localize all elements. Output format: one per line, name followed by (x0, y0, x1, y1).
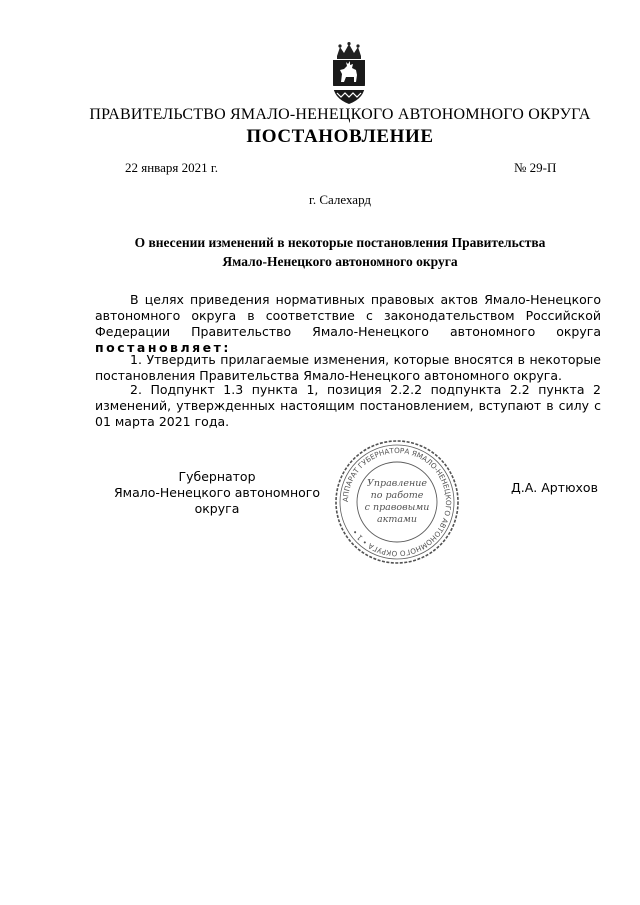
stamp-center-line-4: актами (376, 514, 418, 525)
decree-word: постановляет: (95, 340, 231, 355)
preamble-paragraph (95, 292, 601, 356)
signatory-title-line-2: Ямало-Ненецкого автономного округа (113, 485, 320, 516)
stamp-center-line-3: с правовыми (364, 502, 430, 513)
yamal-coat-of-arms-icon (328, 42, 370, 106)
signatory-title-line-1: Губернатор (178, 469, 256, 484)
preamble-text: В целях приведения нормативных правовых актов Ямало-Ненецкого автономного округа в соответствие с законодательством Российской Федерации Правительство Ямало-Ненецкого автономного округа (95, 292, 601, 339)
official-stamp (333, 438, 461, 566)
subject-line-1: О внесении изменений в некоторые постановления Правительства (134, 235, 546, 250)
stamp-center-line-1: Управление (367, 478, 427, 489)
signatory-name: Д.А. Артюхов (511, 480, 598, 495)
organization-name: ПРАВИТЕЛЬСТВО ЯМАЛО-НЕНЕЦКОГО АВТОНОМНОГО ОКРУГА (89, 106, 591, 123)
item-2-paragraph: 2. Подпункт 1.3 пункта 1, позиция 2.2.2 подпункта 2.2 пункта 2 изменений, утвержденных настоящим постановлением, вступают в силу с 01 марта 2021 года. (95, 382, 601, 429)
document-date: 22 января 2021 г. (125, 160, 219, 175)
document-city: г. Салехард (308, 192, 372, 207)
stamp-center-line-2: по работе (370, 490, 424, 501)
item-1-paragraph: 1. Утвердить прилагаемые изменения, которые вносятся в некоторые постановления Правительства Ямало-Ненецкого автономного округа. (95, 352, 601, 383)
document-type: ПОСТАНОВЛЕНИЕ (246, 126, 434, 147)
signatory-title (97, 469, 337, 517)
document-subject (100, 233, 580, 271)
stamp-ring-text: АППАРАТ ГУБЕРНАТОРА ЯМАЛО-НЕНЕЦКОГО АВТОНОМНОГО ОКРУГА • 1 • (340, 445, 454, 559)
subject-line-2: Ямало-Ненецкого автономного округа (222, 254, 458, 269)
document-number: № 29-П (514, 160, 557, 175)
